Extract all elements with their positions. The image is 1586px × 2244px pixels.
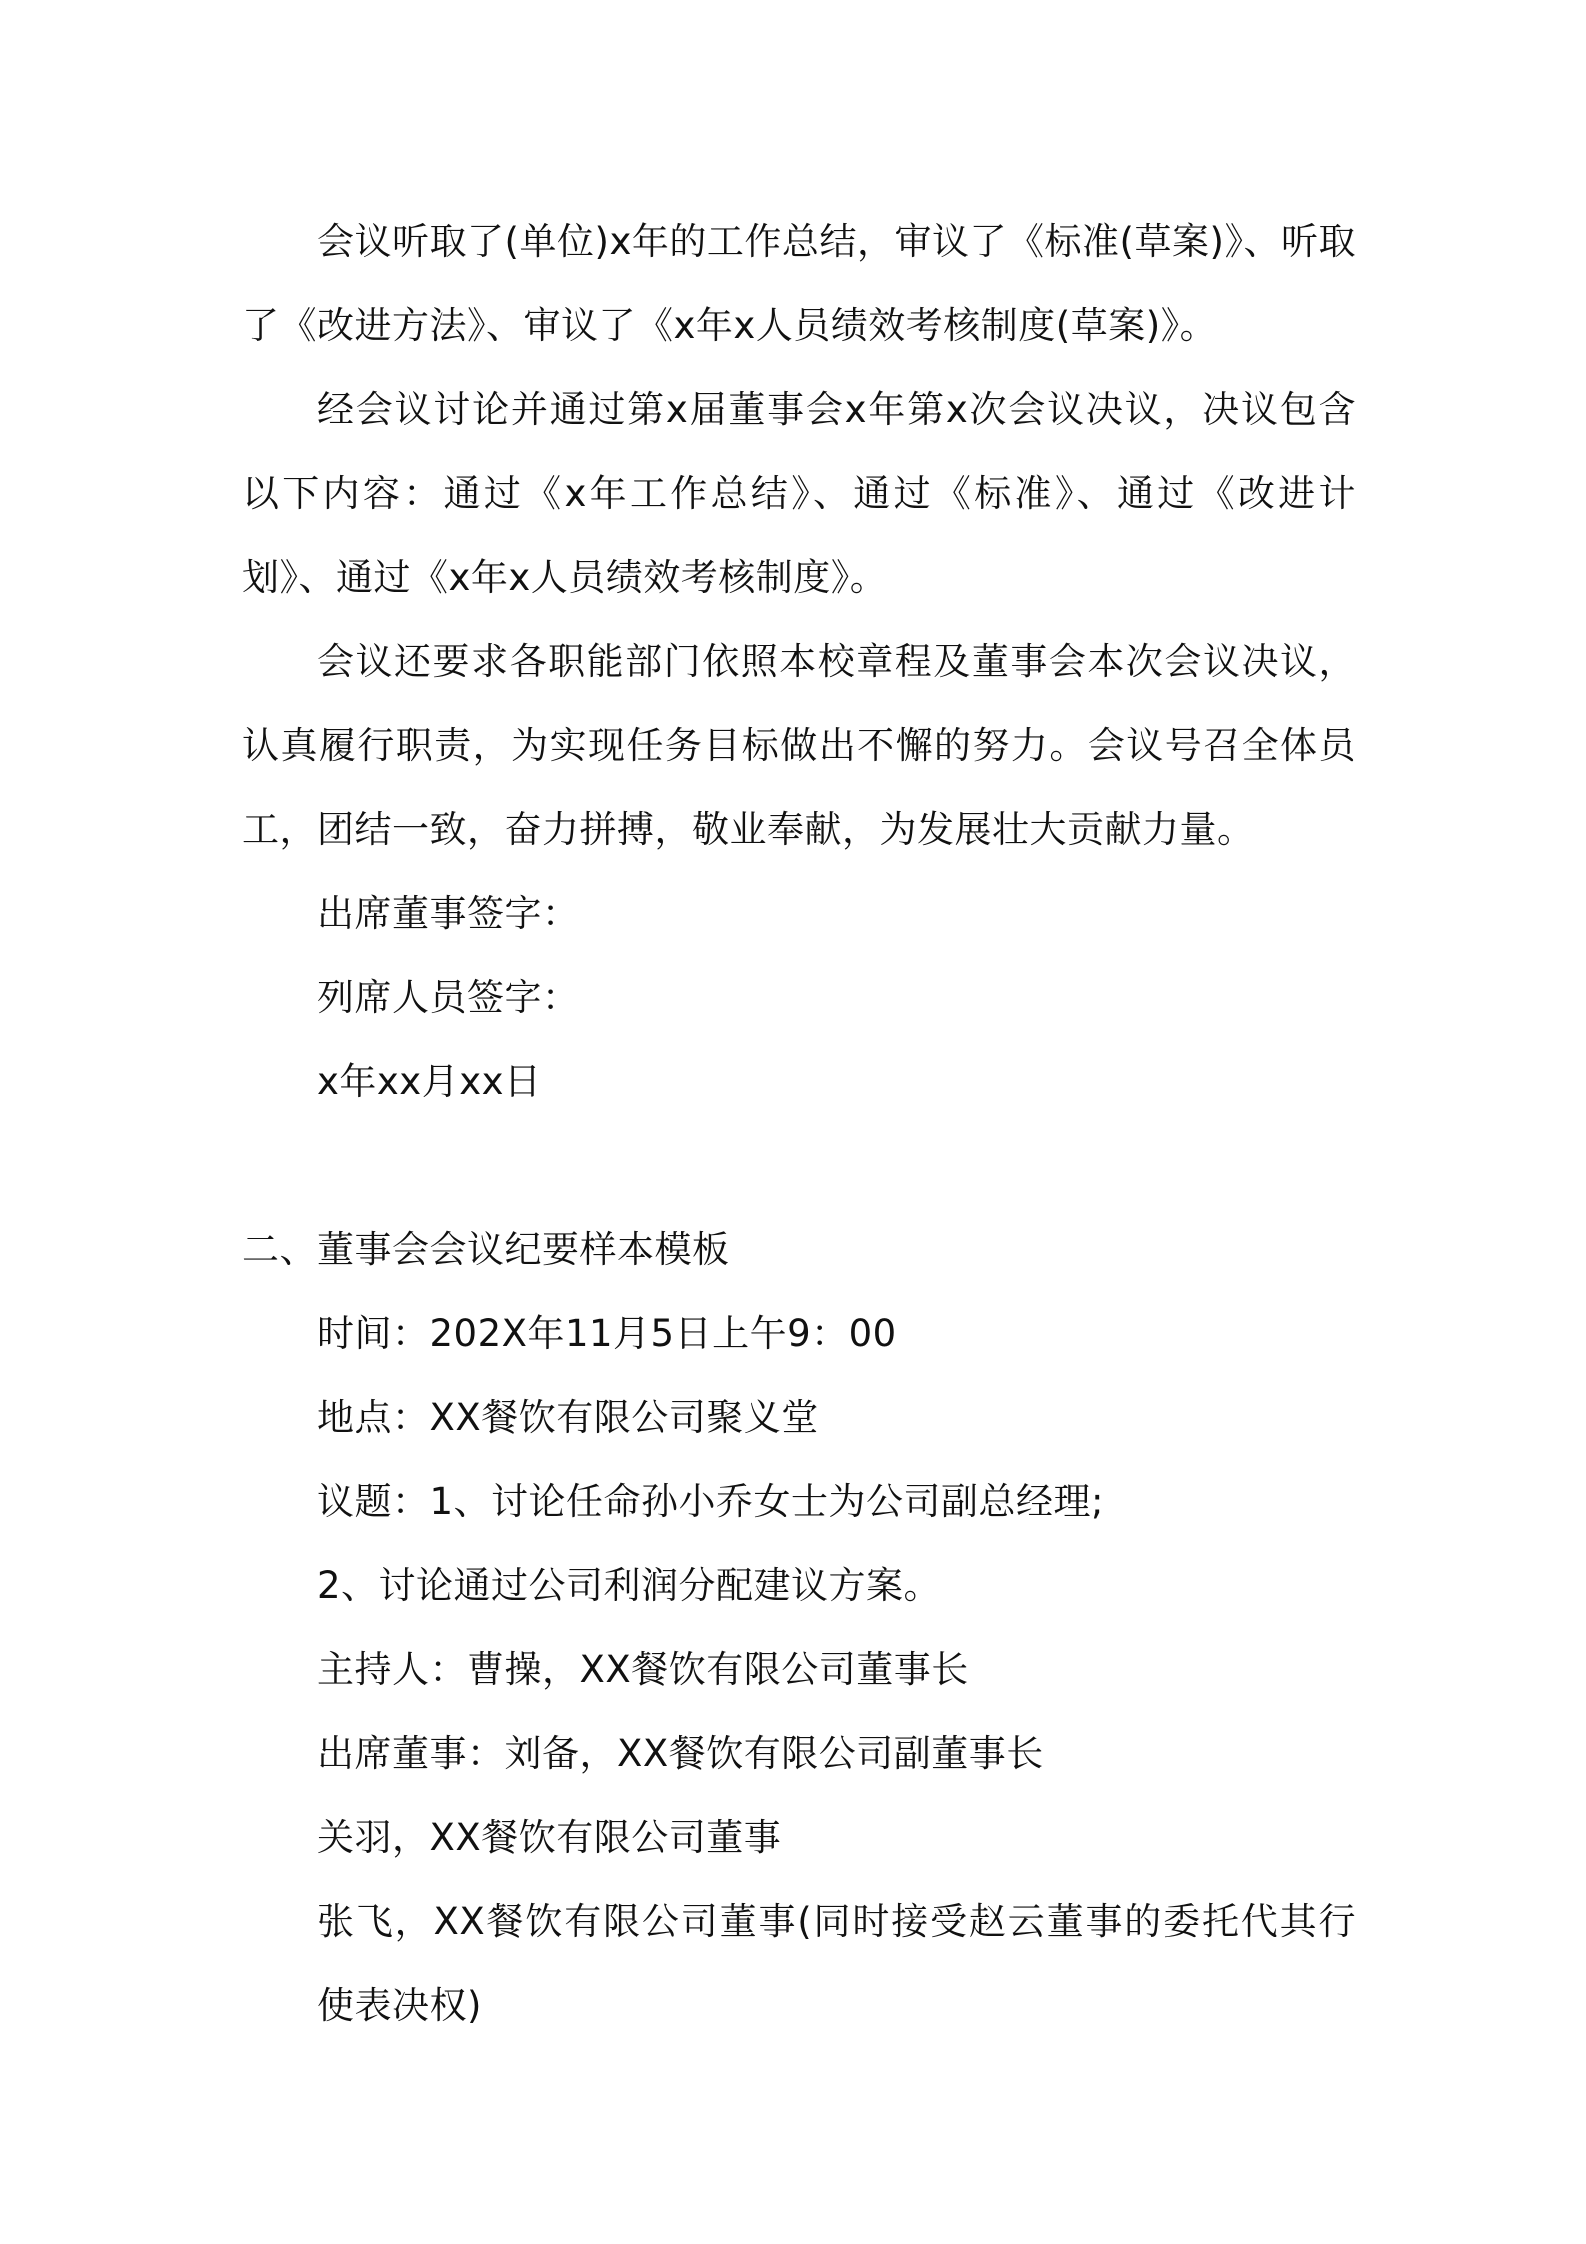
attending-directors-2: 关羽，XX餐饮有限公司董事	[317, 1816, 782, 1859]
agenda-item-2: 2、讨论通过公司利润分配建议方案。	[317, 1564, 942, 1607]
attending-directors-1: 出席董事：刘备，XX餐饮有限公司副董事长	[317, 1732, 1044, 1775]
section-spacer	[242, 1124, 1356, 1208]
section-heading: 二、董事会会议纪要样本模板	[242, 1228, 730, 1271]
document-page	[242, 200, 1356, 2048]
paragraph-requirements: 会议还要求各职能部门依照本校章程及董事会本次会议决议，认真履行职责，为实现任务目标做出不懈的努力。会议号召全体员工，团结一致，奋力拼搏，敬业奉献，为发展壮大贡献力量。	[242, 640, 1356, 851]
attendees-signature-line: 列席人员签字：	[317, 976, 580, 1019]
agenda-item-1: 议题：1、讨论任命孙小乔女士为公司副总经理;	[317, 1480, 1105, 1523]
meeting-location: 地点：XX餐饮有限公司聚义堂	[317, 1396, 819, 1439]
signature-date: x年xx月xx日	[317, 1060, 542, 1103]
meeting-time: 时间：202X年11月5日上午9：00	[317, 1312, 897, 1355]
directors-signature-line: 出席董事签字：	[317, 892, 580, 935]
paragraph-resolution: 经会议讨论并通过第x届董事会x年第x次会议决议，决议包含以下内容：通过《x年工作总结》、通过《标准》、通过《改进计划》、通过《x年x人员绩效考核制度》。	[242, 388, 1356, 599]
meeting-host: 主持人：曹操，XX餐饮有限公司董事长	[317, 1648, 969, 1691]
attending-directors-3: 张飞，XX餐饮有限公司董事(同时接受赵云董事的委托代其行使表决权)	[317, 1900, 1356, 2027]
paragraph-work-summary: 会议听取了(单位)x年的工作总结，审议了《标准(草案)》、听取了《改进方法》、审议了《x年x人员绩效考核制度(草案)》。	[242, 220, 1356, 347]
